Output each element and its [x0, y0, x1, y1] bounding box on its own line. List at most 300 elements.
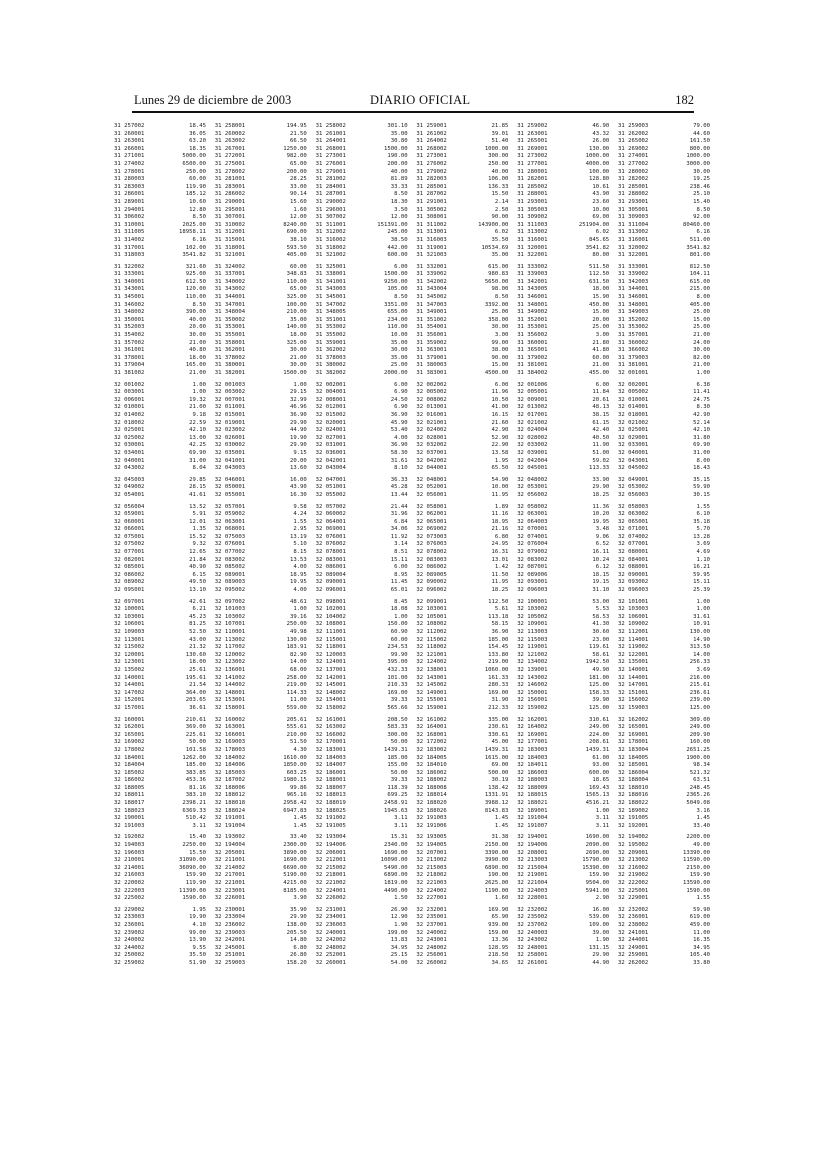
item-value: 53.40 — [390, 427, 408, 434]
item-value: 1.00 — [192, 381, 206, 388]
item-value: 100.00 — [588, 168, 610, 175]
item-code: 31 350001 — [114, 316, 145, 323]
table-row — [215, 271, 307, 279]
table-row — [114, 370, 206, 378]
table-row — [618, 184, 710, 192]
item-code: 32 151001 — [617, 689, 649, 696]
table-row — [215, 667, 307, 675]
item-code: 31 333001 — [617, 263, 649, 270]
item-code: 32 188020 — [416, 800, 447, 807]
table-row — [316, 332, 408, 340]
table-row — [316, 176, 408, 184]
table-row — [316, 952, 408, 960]
item-value: 5941.00 — [585, 887, 610, 894]
table-row — [618, 169, 710, 177]
item-code: 31 282001 — [517, 176, 548, 183]
item-value: 300.00 — [387, 731, 408, 738]
table-row — [316, 621, 408, 629]
item-code: 31 353001 — [517, 324, 548, 331]
table-row — [416, 850, 508, 858]
table-row — [618, 146, 710, 154]
table-row — [114, 614, 206, 622]
item-code: 32 074002 — [617, 533, 649, 540]
item-code: 32 075003 — [214, 533, 246, 540]
item-value: 2150.00 — [484, 842, 509, 849]
table-row — [316, 271, 408, 279]
table-row — [114, 427, 206, 435]
item-value: 21.80 — [592, 339, 610, 346]
table-row — [316, 317, 408, 325]
item-value: 38.15 — [592, 411, 610, 418]
item-value: 102.00 — [185, 244, 206, 251]
item-value: 41.61 — [189, 491, 206, 498]
item-value: 25.00 — [693, 309, 710, 316]
table-row — [316, 614, 408, 622]
item-code: 31 332001 — [416, 263, 447, 270]
item-code: 31 366002 — [617, 347, 649, 354]
item-value: 36.90 — [390, 411, 408, 418]
table-row — [416, 606, 508, 614]
item-value: 43.90 — [289, 484, 307, 491]
table-row — [316, 945, 408, 953]
item-code: 31 310001 — [114, 221, 145, 228]
item-code: 31 268001 — [315, 145, 346, 152]
item-code: 31 315001 — [214, 236, 246, 243]
table-row — [517, 492, 609, 500]
item-value: 25.10 — [693, 191, 710, 198]
item-value: 21.54 — [189, 682, 206, 689]
item-code: 32 162002 — [617, 716, 649, 723]
table-row — [316, 214, 408, 222]
item-code: 32 086002 — [416, 564, 447, 571]
table-row — [618, 717, 710, 725]
table-row — [215, 161, 307, 169]
table-row — [316, 564, 408, 572]
item-code: 32 096003 — [617, 587, 649, 594]
item-code: 31 381001 — [617, 362, 649, 369]
table-row — [416, 777, 508, 785]
item-code: 32 250002 — [114, 952, 145, 959]
item-value: 30.19 — [491, 777, 509, 784]
item-code: 32 190001 — [114, 815, 145, 822]
table-row — [618, 888, 710, 896]
table-row — [114, 557, 206, 565]
item-code: 32 024004 — [517, 427, 548, 434]
item-code: 31 353002 — [617, 324, 649, 331]
table-row — [316, 792, 408, 800]
item-code: 31 276001 — [315, 160, 346, 167]
table-row — [416, 907, 508, 915]
item-code: 31 273002 — [517, 153, 548, 160]
item-code: 31 355002 — [315, 332, 346, 339]
item-value: 4.10 — [192, 921, 206, 928]
table-row — [618, 511, 710, 519]
item-code: 32 119001 — [517, 644, 548, 651]
item-code: 32 045001 — [517, 465, 548, 472]
item-value: 6.00 — [394, 564, 408, 571]
item-value: 23.00 — [592, 636, 610, 643]
table-row — [215, 199, 307, 207]
item-value: 31.80 — [693, 434, 710, 441]
table-row — [416, 880, 508, 888]
item-code: 32 195002 — [617, 842, 649, 849]
item-code: 31 273001 — [315, 153, 346, 160]
item-code: 31 339003 — [517, 271, 548, 278]
table-row — [416, 412, 508, 420]
table-row — [517, 534, 609, 542]
table-row — [517, 697, 609, 705]
item-value: 250.00 — [488, 160, 509, 167]
item-code: 32 239003 — [214, 929, 246, 936]
item-code: 31 383001 — [416, 370, 447, 376]
item-code: 32 075001 — [114, 533, 145, 540]
item-value: 1942.50 — [585, 659, 610, 666]
item-code: 31 342003 — [617, 278, 649, 285]
item-value: 210.00 — [286, 731, 307, 738]
table-row — [618, 690, 710, 698]
item-code: 32 057002 — [315, 503, 346, 510]
item-value: 3390.00 — [484, 849, 509, 856]
table-row — [316, 914, 408, 922]
item-value: 195.61 — [185, 674, 206, 681]
table-row — [618, 857, 710, 865]
item-code: 31 288002 — [617, 191, 649, 198]
table-row — [215, 850, 307, 858]
item-value: 21.16 — [491, 526, 509, 533]
table-row — [517, 960, 609, 968]
item-value: 11.45 — [390, 579, 408, 586]
item-code: 32 109003 — [114, 629, 145, 635]
item-code: 32 152001 — [114, 697, 145, 704]
table-row — [618, 237, 710, 245]
table-row — [618, 450, 710, 458]
item-code: 32 188013 — [315, 792, 346, 799]
item-code: 32 025001 — [617, 427, 649, 434]
item-code: 31 340001 — [114, 278, 145, 285]
item-code: 31 295001 — [214, 206, 246, 213]
table-row — [316, 153, 408, 161]
table-row — [618, 895, 710, 903]
item-value: 12.65 — [189, 549, 206, 556]
item-value: 6.02 — [595, 229, 610, 236]
table-row — [517, 705, 609, 713]
item-value: 3541.82 — [585, 244, 610, 251]
item-code: 31 343004 — [416, 286, 447, 293]
item-value: 18.95 — [289, 571, 307, 578]
item-value: 18.65 — [592, 777, 610, 784]
item-value: 30.15 — [693, 491, 710, 498]
item-code: 32 235002 — [517, 914, 548, 921]
table-row — [618, 564, 710, 572]
item-code: 32 082001 — [114, 556, 145, 563]
item-code: 32 010001 — [617, 396, 649, 403]
item-value: 160.00 — [689, 739, 710, 746]
item-code: 32 097002 — [214, 598, 246, 605]
table-row — [517, 526, 609, 534]
item-value: 11.36 — [592, 503, 610, 510]
item-value: 10.61 — [592, 183, 610, 190]
item-code: 32 186001 — [315, 769, 346, 776]
table-row — [114, 755, 206, 763]
table-row — [618, 484, 710, 492]
item-code: 32 103001 — [416, 606, 447, 613]
item-code: 32 076001 — [315, 533, 346, 540]
table-row — [114, 161, 206, 169]
item-value: 98.34 — [693, 762, 710, 769]
table-row — [114, 667, 206, 675]
table-row — [416, 572, 508, 580]
item-value: 190.00 — [488, 872, 509, 879]
item-value: 29.90 — [289, 914, 307, 921]
item-code: 31 279002 — [416, 168, 447, 175]
table-row — [416, 682, 508, 690]
item-value: 1500.00 — [384, 271, 408, 278]
item-value: 619.00 — [689, 914, 710, 921]
item-code: 32 058001 — [416, 503, 447, 510]
item-value: 3000.00 — [686, 160, 710, 167]
item-code: 32 015001 — [214, 411, 246, 418]
item-value: 63.51 — [693, 777, 710, 784]
table-row — [416, 842, 508, 850]
item-code: 32 058002 — [517, 503, 548, 510]
item-code: 32 064003 — [517, 518, 548, 525]
item-code: 31 322001 — [617, 252, 649, 259]
item-value: 1.55 — [696, 895, 710, 902]
item-value: 42.25 — [189, 442, 206, 449]
item-code: 32 123001 — [114, 659, 145, 666]
item-code: 31 283001 — [214, 183, 246, 190]
item-value: 128.95 — [488, 944, 509, 951]
item-code: 32 166002 — [315, 731, 346, 738]
item-code: 32 108002 — [416, 621, 447, 628]
item-value: 114.33 — [286, 689, 307, 696]
item-value: 8.04 — [192, 465, 206, 472]
item-value: 31.61 — [693, 613, 710, 620]
item-value: 1.00 — [293, 381, 307, 388]
table-row — [618, 131, 710, 139]
item-code: 32 188009 — [517, 784, 548, 791]
table-row — [416, 865, 508, 873]
table-row — [416, 937, 508, 945]
table-row — [618, 549, 710, 557]
table-row — [517, 252, 609, 260]
item-value: 54.90 — [491, 476, 509, 483]
item-code: 31 337001 — [214, 271, 246, 278]
table-row — [215, 370, 307, 378]
item-value: 185.00 — [185, 762, 206, 769]
item-code: 32 101001 — [617, 598, 649, 605]
item-value: 16.31 — [491, 549, 509, 556]
item-value: 19.95 — [289, 579, 307, 586]
table-row — [517, 792, 609, 800]
item-code: 32 219002 — [617, 872, 649, 879]
item-code: 32 030002 — [214, 442, 246, 449]
item-value: 46.90 — [592, 123, 610, 129]
table-row — [416, 724, 508, 732]
item-code: 32 033001 — [617, 442, 649, 449]
item-value: 59.90 — [693, 906, 710, 913]
item-value: 10.24 — [592, 556, 610, 563]
item-code: 32 018001 — [617, 411, 649, 418]
table-row — [215, 690, 307, 698]
item-code: 32 077002 — [214, 549, 246, 556]
item-value: 169.00 — [488, 689, 509, 696]
item-value: 52.50 — [189, 629, 206, 635]
table-row — [316, 922, 408, 930]
item-value: 22.59 — [189, 419, 206, 426]
item-value: 300.00 — [488, 153, 509, 160]
table-row — [416, 762, 508, 770]
table-row — [316, 541, 408, 549]
header-rule — [132, 111, 694, 113]
table-row — [114, 332, 206, 340]
table-row — [416, 176, 508, 184]
item-value: 1000.00 — [484, 145, 509, 152]
item-code: 32 076002 — [315, 541, 346, 548]
item-code: 31 344001 — [617, 286, 649, 293]
item-value: 22.90 — [491, 442, 509, 449]
table-row — [316, 389, 408, 397]
item-value: 183.91 — [286, 644, 307, 651]
table-row — [618, 347, 710, 355]
item-code: 32 188014 — [416, 792, 447, 799]
item-code: 32 144002 — [214, 682, 246, 689]
item-value: 42.90 — [693, 411, 710, 418]
table-row — [416, 755, 508, 763]
table-row — [215, 541, 307, 549]
item-value: 1819.00 — [384, 880, 408, 886]
item-value: 106.00 — [488, 176, 509, 183]
item-code: 32 160001 — [114, 716, 145, 723]
table-column-6 — [618, 123, 710, 968]
table-row — [316, 762, 408, 770]
table-row — [517, 465, 609, 473]
table-row — [618, 937, 710, 945]
table-row — [517, 302, 609, 310]
table-row — [517, 146, 609, 154]
item-value: 218.50 — [488, 952, 509, 959]
item-code: 32 193005 — [416, 834, 447, 841]
item-value: 43.00 — [189, 636, 206, 643]
table-row — [215, 347, 307, 355]
table-row — [215, 705, 307, 713]
item-code: 31 319001 — [416, 244, 447, 251]
table-row — [114, 153, 206, 161]
item-value: 2625.00 — [484, 880, 509, 886]
table-row — [215, 404, 307, 412]
item-value: 38.00 — [491, 347, 509, 354]
item-value: 81.25 — [189, 621, 206, 628]
table-row — [416, 271, 508, 279]
table-row — [618, 621, 710, 629]
item-code: 32 169001 — [517, 731, 548, 738]
table-row — [416, 732, 508, 740]
item-value: 2250.00 — [182, 842, 206, 849]
item-value: 31.00 — [189, 457, 206, 464]
table-row — [618, 675, 710, 683]
item-code: 31 290002 — [315, 198, 346, 205]
table-row — [215, 484, 307, 492]
table-row — [114, 888, 206, 896]
table-row — [416, 792, 508, 800]
item-code: 31 379003 — [617, 354, 649, 361]
item-value: 2000.00 — [384, 370, 408, 376]
item-value: 45.90 — [390, 419, 408, 426]
table-row — [618, 412, 710, 420]
item-value: 35.15 — [693, 476, 710, 483]
table-row — [114, 504, 206, 512]
item-code: 32 042004 — [517, 457, 548, 464]
table-row — [517, 450, 609, 458]
item-value: 49.50 — [189, 579, 206, 586]
item-code: 32 262002 — [617, 959, 649, 966]
item-value: 33.40 — [693, 822, 710, 829]
item-value: 16.00 — [592, 906, 610, 913]
item-value: 3990.00 — [484, 857, 509, 864]
table-row — [618, 355, 710, 363]
item-value: 29.90 — [592, 952, 610, 959]
item-value: 450.00 — [588, 301, 610, 308]
table-row — [114, 937, 206, 945]
item-code: 31 381002 — [114, 370, 145, 376]
item-code: 32 226002 — [315, 895, 346, 902]
item-value: 1.00 — [595, 807, 610, 814]
table-row — [114, 355, 206, 363]
table-row — [215, 191, 307, 199]
item-value: 301.10 — [387, 123, 408, 129]
item-value: 453.36 — [185, 777, 206, 784]
table-row — [618, 606, 710, 614]
item-value: 138.42 — [488, 784, 509, 791]
item-code: 31 321003 — [416, 252, 447, 259]
table-row — [114, 952, 206, 960]
table-row — [517, 922, 609, 930]
item-value: 101.00 — [387, 674, 408, 681]
item-value: 161.50 — [689, 138, 710, 145]
item-code: 32 214002 — [214, 864, 246, 871]
item-code: 32 146002 — [517, 682, 548, 689]
table-row — [114, 960, 206, 968]
item-code: 32 002001 — [617, 381, 649, 388]
item-value: 23.60 — [592, 198, 610, 205]
item-code: 32 104002 — [315, 613, 346, 620]
item-code: 32 060002 — [315, 511, 346, 518]
item-value: 99.86 — [289, 784, 307, 791]
item-code: 32 194003 — [114, 842, 145, 849]
table-row — [618, 785, 710, 793]
item-code: 32 165001 — [617, 724, 649, 731]
table-row — [215, 397, 307, 405]
item-code: 32 096001 — [315, 587, 346, 594]
item-code: 31 320002 — [617, 244, 649, 251]
item-value: 35.00 — [390, 130, 408, 137]
item-value: 8.15 — [293, 549, 307, 556]
item-code: 31 266001 — [114, 145, 145, 152]
item-value: 2958.42 — [283, 800, 307, 807]
item-code: 31 342002 — [416, 278, 447, 285]
table-row — [114, 340, 206, 348]
item-value: 39.16 — [289, 613, 307, 620]
table-row — [416, 667, 508, 675]
item-value: 330.61 — [488, 731, 509, 738]
item-value: 20.00 — [189, 324, 206, 331]
table-row — [215, 557, 307, 565]
table-row — [215, 815, 307, 823]
table-row — [316, 777, 408, 785]
table-row — [316, 880, 408, 888]
item-code: 32 007001 — [214, 396, 246, 403]
item-code: 32 101003 — [214, 606, 246, 613]
